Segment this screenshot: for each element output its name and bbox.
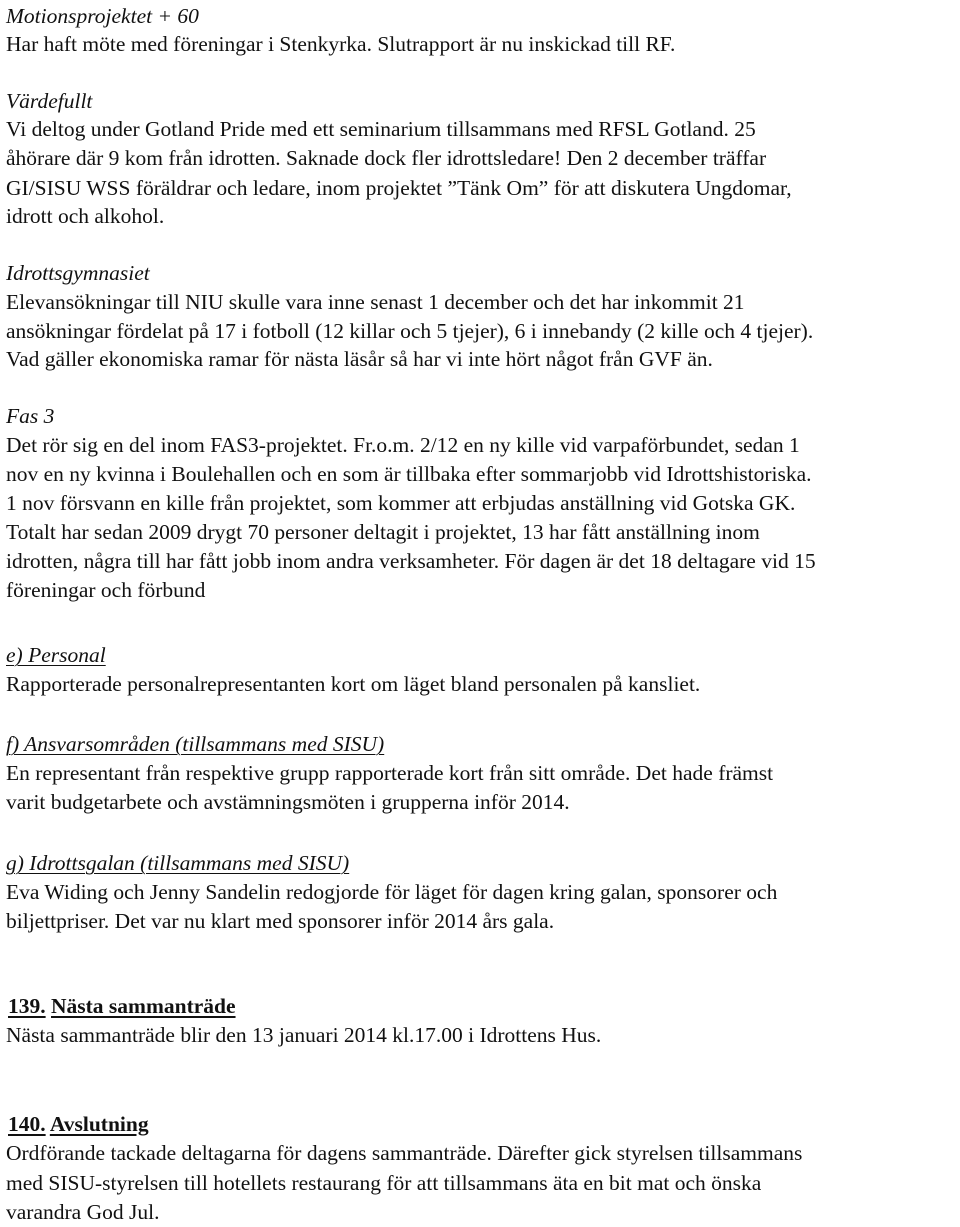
- paragraph-line: idrott och alkohol.: [6, 204, 165, 228]
- section-title: Nästa sammanträde: [51, 994, 236, 1018]
- subheading-idrottsgymnasiet: Idrottsgymnasiet: [6, 261, 150, 285]
- paragraph-line: Eva Widing och Jenny Sandelin redogjorde för läget för dagen kring galan, sponsorer och: [6, 880, 778, 904]
- paragraph-line: Elevansökningar till NIU skulle vara inne senast 1 december och det har inkommit 21: [6, 290, 745, 314]
- subheading-motionsprojektet: Motionsprojektet + 60: [6, 4, 199, 28]
- paragraph-line: idrotten, några till har fått jobb inom andra verksamheter. För dagen är det 18 deltagare vid 15: [6, 549, 816, 573]
- subheading-vardefullt: Värdefullt: [6, 89, 93, 113]
- paragraph-line: Vad gäller ekonomiska ramar för nästa läsår så har vi inte hört något från GVF än.: [6, 347, 713, 371]
- paragraph-line: Vi deltog under Gotland Pride med ett seminarium tillsammans med RFSL Gotland. 25: [6, 117, 756, 141]
- section-heading-139: [6, 992, 236, 1020]
- paragraph-line: ansökningar fördelat på 17 i fotboll (12 killar och 5 tjejer), 6 i innebandy (2 kille och 4 tjejer).: [6, 319, 814, 343]
- paragraph-line: varit budgetarbete och avstämningsmöten i grupperna inför 2014.: [6, 790, 570, 814]
- subheading-fas3: Fas 3: [6, 404, 55, 428]
- paragraph-line: med SISU-styrelsen till hotellets restaurang för att tillsammans äta en bit mat och önska: [6, 1171, 762, 1195]
- section-number: 139.: [8, 994, 46, 1018]
- paragraph-line: nov en ny kvinna i Boulehallen och en som är tillbaka efter sommarjobb vid Idrottshistoriska.: [6, 462, 812, 486]
- paragraph-line: GI/SISU WSS föräldrar och ledare, inom projektet ”Tänk Om” för att diskutera Ungdomar,: [6, 176, 792, 200]
- paragraph-line: åhörare där 9 kom från idrotten. Saknade dock fler idrottsledare! Den 2 december träffar: [6, 146, 767, 170]
- paragraph-line: biljettpriser. Det var nu klart med sponsorer inför 2014 års gala.: [6, 909, 555, 933]
- section-heading-140: [6, 1110, 149, 1138]
- subheading-idrottsgalan: g) Idrottsgalan (tillsammans med SISU): [6, 851, 350, 875]
- paragraph-line: 1 nov försvann en kille från projektet, som kommer att erbjudas anställning vid Gotska GK.: [6, 491, 796, 515]
- section-number: 140.: [8, 1112, 46, 1136]
- paragraph-line: Totalt har sedan 2009 drygt 70 personer deltagit i projektet, 13 har fått anställning inom: [6, 520, 760, 544]
- paragraph-line: Det rör sig en del inom FAS3-projektet. Fr.o.m. 2/12 en ny kille vid varpaförbundet, sedan 1: [6, 433, 800, 457]
- paragraph-line: En representant från respektive grupp rapporterade kort från sitt område. Det hade främst: [6, 761, 774, 785]
- paragraph-line: varandra God Jul.: [6, 1200, 160, 1224]
- paragraph-line: Nästa sammanträde blir den 13 januari 2014 kl.17.00 i Idrottens Hus.: [6, 1023, 602, 1047]
- paragraph-line: Har haft möte med föreningar i Stenkyrka. Slutrapport är nu inskickad till RF.: [6, 32, 676, 56]
- paragraph-line: Rapporterade personalrepresentanten kort om läget bland personalen på kansliet.: [6, 672, 701, 696]
- paragraph-line: Ordförande tackade deltagarna för dagens sammanträde. Därefter gick styrelsen tillsammans: [6, 1141, 803, 1165]
- paragraph-line: föreningar och förbund: [6, 578, 206, 602]
- section-title: Avslutning: [49, 1112, 149, 1136]
- subheading-personal: e) Personal: [6, 643, 106, 667]
- subheading-ansvarsomraden: f) Ansvarsområden (tillsammans med SISU): [6, 732, 385, 756]
